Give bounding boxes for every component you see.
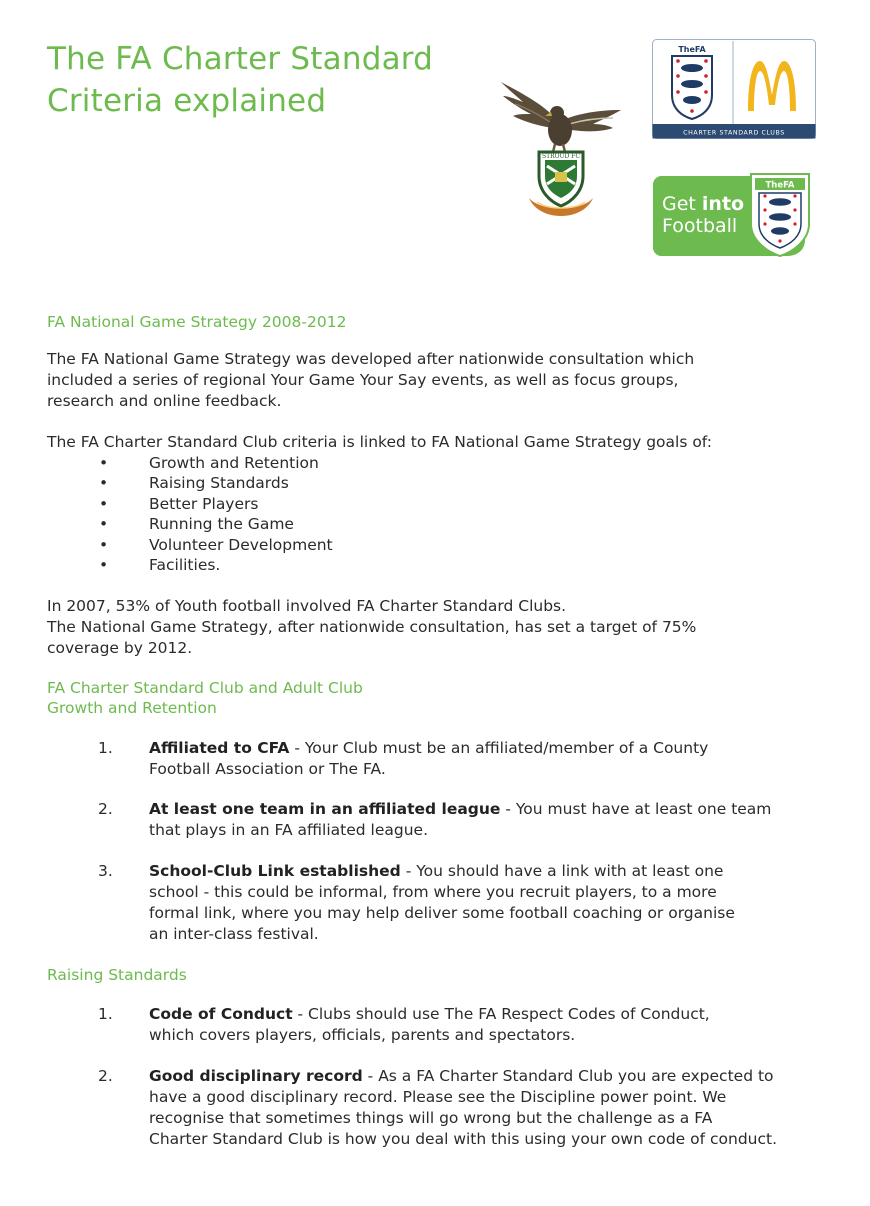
text-line: In 2007, 53% of Youth football involved FA Charter Standard Clubs. <box>47 597 567 615</box>
bullet-icon: • <box>99 474 109 493</box>
get-into-football-logo <box>653 170 813 260</box>
text-line: The National Game Strategy, after nationwide consultation, has set a target of 75% <box>47 618 697 636</box>
title-line-1: The FA Charter Standard <box>47 41 434 77</box>
charter-caption: CHARTER STANDARD CLUBS <box>683 129 785 137</box>
stroud-fc-crest-logo <box>497 80 625 218</box>
text-line: that plays in an FA affiliated league. <box>149 821 428 839</box>
item-title: At least one team in an affiliated league <box>149 800 501 818</box>
item-number: 2. <box>98 800 113 818</box>
title-line-2: Criteria explained <box>47 83 327 119</box>
fa-brand-text: TheFA <box>678 45 706 54</box>
text-line: school - this could be informal, from where you recruit players, to a more <box>149 883 717 901</box>
text-line: coverage by 2012. <box>47 639 193 657</box>
list-item-text: Running the Game <box>149 515 294 534</box>
bullet-icon: • <box>99 555 109 574</box>
text-line: - Clubs should use The FA Respect Codes of Conduct, <box>292 1005 710 1023</box>
get-text: Get <box>662 193 702 215</box>
text-line: included a series of regional Your Game Your Say events, as well as focus groups, <box>47 371 679 389</box>
text-line: which covers players, officials, parents and spectators. <box>149 1026 576 1044</box>
item-title: Affiliated to CFA <box>149 739 290 757</box>
text-line: - You should have a link with at least one <box>400 862 724 880</box>
text-line: recognise that sometimes things will go wrong but the challenge as a FA <box>149 1109 713 1127</box>
charter-standard-logo <box>652 39 816 139</box>
item-number: 3. <box>98 862 113 880</box>
paragraph-strategy-intro <box>47 349 817 412</box>
paragraph-coverage <box>47 596 817 659</box>
section-heading-text: FA Charter Standard Club and Adult Club <box>47 679 363 697</box>
item-number: 2. <box>98 1067 113 1085</box>
list-item-text: Growth and Retention <box>149 454 319 472</box>
paragraph-goals-intro <box>47 432 817 453</box>
item-number: 1. <box>98 1005 113 1023</box>
text-line: research and online feedback. <box>47 392 282 410</box>
item-title: Code of Conduct <box>149 1005 293 1023</box>
section-heading-strategy <box>47 312 346 332</box>
text-line: Charter Standard Club is how you deal with this using your own code of conduct. <box>149 1130 778 1148</box>
list-item-text: Better Players <box>149 494 259 513</box>
bullet-icon: • <box>99 535 109 554</box>
svg-text:Get into <box>662 193 744 215</box>
item-title: Good disciplinary record <box>149 1067 363 1085</box>
list-item-text: Volunteer Development <box>149 535 333 554</box>
fa-brand-text-2: TheFA <box>765 180 795 191</box>
text-line: - Your Club must be an affiliated/member of a County <box>289 739 709 757</box>
text-line: have a good disciplinary record. Please see the Discipline power point. We <box>149 1088 727 1106</box>
item-number: 1. <box>98 739 113 757</box>
text-line: formal link, where you may help deliver some football coaching or organise <box>149 904 735 922</box>
section-heading-text: Growth and Retention <box>47 699 217 717</box>
into-text: into <box>701 193 745 215</box>
page-title <box>47 38 433 122</box>
section-heading-growth <box>47 678 363 718</box>
bullet-icon: • <box>99 454 109 472</box>
text-line: - As a FA Charter Standard Club you are expected to <box>362 1067 774 1085</box>
section-heading-raising-standards <box>47 965 187 985</box>
list-item-text: Raising Standards <box>149 474 289 493</box>
text-line: an inter-class festival. <box>149 925 319 943</box>
section-heading-text: FA National Game Strategy 2008-2012 <box>47 313 347 331</box>
football-text: Football <box>662 215 738 237</box>
bullet-icon: • <box>99 494 109 513</box>
item-title: School-Club Link established <box>149 862 401 880</box>
bullet-icon: • <box>99 515 109 534</box>
list-item-text: Facilities. <box>149 555 221 574</box>
crest-text: STROUD FC <box>541 153 581 160</box>
text-line: The FA Charter Standard Club criteria is linked to FA National Game Strategy goals of: <box>47 433 712 451</box>
section-heading-text: Raising Standards <box>47 966 187 984</box>
text-line: The FA National Game Strategy was developed after nationwide consultation which <box>47 350 695 368</box>
text-line: - You must have at least one team <box>500 800 772 818</box>
text-line: Football Association or The FA. <box>149 760 386 778</box>
